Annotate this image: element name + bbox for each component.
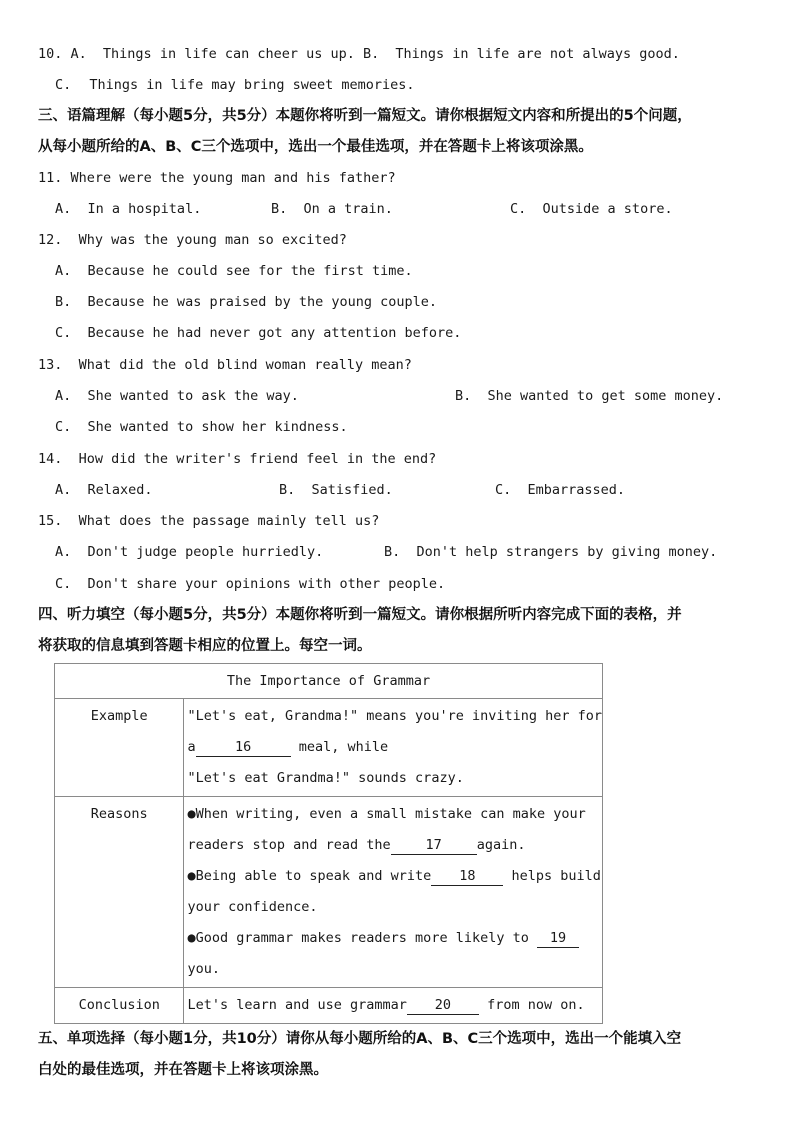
question-number: 11.	[38, 170, 63, 186]
option-b: B. Satisfied.	[279, 482, 393, 498]
question-text: Where were the young man and his father?	[70, 170, 396, 186]
reason-2-line-1: ●Being able to speak and write 18 helps build	[187, 868, 601, 884]
option-a: A. Because he could see for the first time.	[55, 263, 413, 279]
grammar-table	[54, 663, 603, 1024]
option-b: B. She wanted to get some money.	[455, 388, 724, 404]
option-b-text: Things in life are not always good.	[395, 46, 680, 62]
question-number: 13.	[38, 357, 63, 373]
option-a: A. She wanted to ask the way.	[55, 388, 299, 404]
reasons-label: Reasons	[55, 797, 184, 988]
option-b: B. Don't help strangers by giving money.	[384, 544, 718, 560]
reasons-cell	[184, 797, 603, 988]
option-c: C. Don't share your opinions with other people.	[55, 576, 446, 592]
blank-20[interactable]: 20	[407, 996, 479, 1015]
option-c: C. Outside a store.	[510, 201, 673, 217]
option-a-text: Things in life can cheer us up. B.	[102, 46, 380, 62]
blank-17[interactable]: 17	[391, 836, 477, 855]
section-4-heading-cont: 将获取的信息填到答题卡相应的位置上。每空一词。	[38, 638, 372, 654]
question-text: Why was the young man so excited?	[78, 232, 347, 248]
question-text: How did the writer's friend feel in the end?	[78, 451, 437, 467]
question-11	[38, 163, 396, 194]
question-15	[38, 506, 379, 537]
question-number: 12.	[38, 232, 63, 248]
question-14-options	[55, 475, 755, 506]
option-text: Things in life may bring sweet memories.	[89, 77, 415, 93]
section-5-heading-cont: 白处的最佳选项，并在答题卡上将该项涂黑。	[38, 1062, 328, 1078]
blank-18[interactable]: 18	[431, 867, 503, 886]
question-number: 14.	[38, 451, 63, 467]
option-c: C. Because he had never got any attention before.	[55, 325, 462, 341]
example-label: Example	[55, 699, 184, 797]
example-line-1: "Let's eat, Grandma!" means you're inviting her for	[187, 708, 602, 724]
section-3-heading-cont: 从每小题所给的A、B、C三个选项中，选出一个最佳选项，并在答题卡上将该项涂黑。	[38, 139, 593, 155]
question-number: 10. A.	[38, 46, 87, 62]
section-3-heading: 三、语篇理解（每小题5分，共5分）本题你将听到一篇短文。请你根据短文内容和所提出的5个问题，	[38, 108, 692, 124]
conclusion-label: Conclusion	[55, 988, 184, 1024]
option-b: B. Because he was praised by the young couple.	[55, 294, 438, 310]
reason-1-line-2: readers stop and read the 17 again.	[187, 837, 526, 853]
blank-16[interactable]: 16	[196, 738, 291, 757]
conclusion-line: Let's learn and use grammar 20 from now on.	[187, 997, 585, 1013]
question-10-option-c	[55, 70, 415, 101]
option-b: B. On a train.	[271, 201, 393, 217]
conclusion-cell	[184, 988, 603, 1024]
question-number: 15.	[38, 513, 63, 529]
question-13	[38, 350, 412, 381]
question-text: What did the old blind woman really mean?	[78, 357, 412, 373]
reason-3-line-1: ●Good grammar makes readers more likely to 19	[187, 923, 602, 954]
reason-2-line-2: your confidence.	[187, 899, 318, 915]
option-a: A. In a hospital.	[55, 201, 202, 217]
option-letter: C.	[55, 77, 72, 93]
question-12	[38, 225, 347, 256]
question-text: What does the passage mainly tell us?	[78, 513, 380, 529]
question-15-options-ab	[55, 537, 755, 568]
blank-19[interactable]: 19	[537, 929, 579, 948]
option-a: A. Don't judge people hurriedly.	[55, 544, 324, 560]
section-4-heading: 四、听力填空（每小题5分，共5分）本题你将听到一篇短文。请你根据所听内容完成下面的表格，并	[38, 607, 682, 623]
question-11-options	[55, 194, 755, 225]
question-13-options-ab	[55, 381, 755, 412]
table-title: The Importance of Grammar	[55, 664, 603, 699]
example-line-2: a 16 meal, while	[187, 739, 389, 755]
option-c: C. She wanted to show her kindness.	[55, 419, 348, 435]
example-line-3: "Let's eat Grandma!" sounds crazy.	[187, 770, 464, 786]
reason-3-line-2: you.	[187, 961, 220, 977]
example-cell	[184, 699, 603, 797]
question-10	[38, 39, 680, 70]
option-a: A. Relaxed.	[55, 482, 153, 498]
question-14	[38, 444, 436, 475]
reason-1-line-1: ●When writing, even a small mistake can make your	[187, 806, 586, 822]
option-c: C. Embarrassed.	[495, 482, 626, 498]
section-5-heading: 五、单项选择（每小题1分，共10分）请你从每小题所给的A、B、C三个选项中，选出一个能填入空	[38, 1031, 682, 1047]
